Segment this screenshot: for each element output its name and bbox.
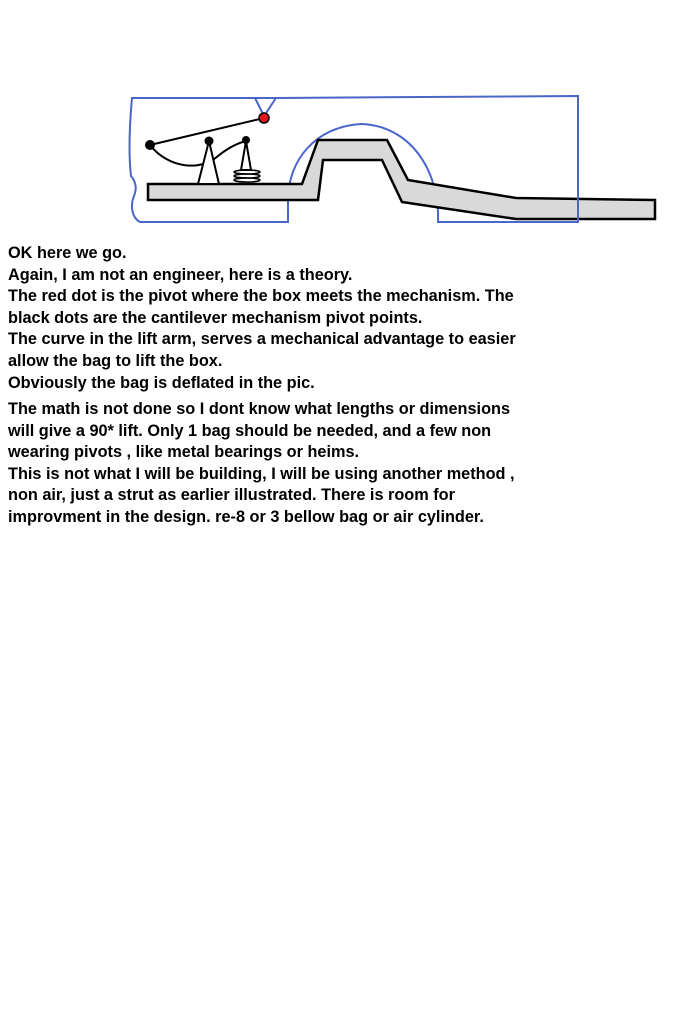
air-bag (234, 170, 260, 182)
pivot-support-left (198, 141, 219, 184)
text-line: will give a 90* lift. Only 1 bag should be needed, and a few non (8, 421, 492, 440)
text-line: The red dot is the pivot where the box meets the mechanism. The (8, 287, 514, 306)
text-line: wearing pivots , like metal bearings or heims. (8, 443, 360, 462)
lift-mechanism-diagram (0, 0, 676, 240)
cantilever-pivot-dot (145, 140, 155, 150)
text-line: This is not what I will be building, I will be using another method , (8, 464, 515, 483)
text-line: improvment in the design. re-8 or 3 bellow bag or air cylinder. (8, 507, 484, 526)
text-line: allow the bag to lift the box. (8, 351, 223, 370)
cantilever-pivot-dot (205, 137, 214, 146)
text-line: Obviously the bag is deflated in the pic. (8, 373, 315, 392)
explanation-paragraph-1 (8, 243, 673, 394)
text-line: non air, just a strut as earlier illustrated. There is room for (8, 486, 455, 505)
box-pivot-red-dot (259, 113, 269, 123)
text-line: OK here we go. (8, 244, 127, 262)
text-line: The math is not done so I dont know what lengths or dimensions (8, 400, 511, 418)
lever-curve (150, 141, 246, 166)
explanation-paragraph-2 (8, 399, 673, 529)
cantilever-pivot-dot (242, 136, 250, 144)
text-line: Again, I am not an engineer, here is a theory. (8, 265, 353, 284)
text-line: black dots are the cantilever mechanism pivot points. (8, 308, 423, 327)
text-line: The curve in the lift arm, serves a mechanical advantage to easier (8, 330, 516, 349)
pivot-support-right (241, 141, 251, 170)
